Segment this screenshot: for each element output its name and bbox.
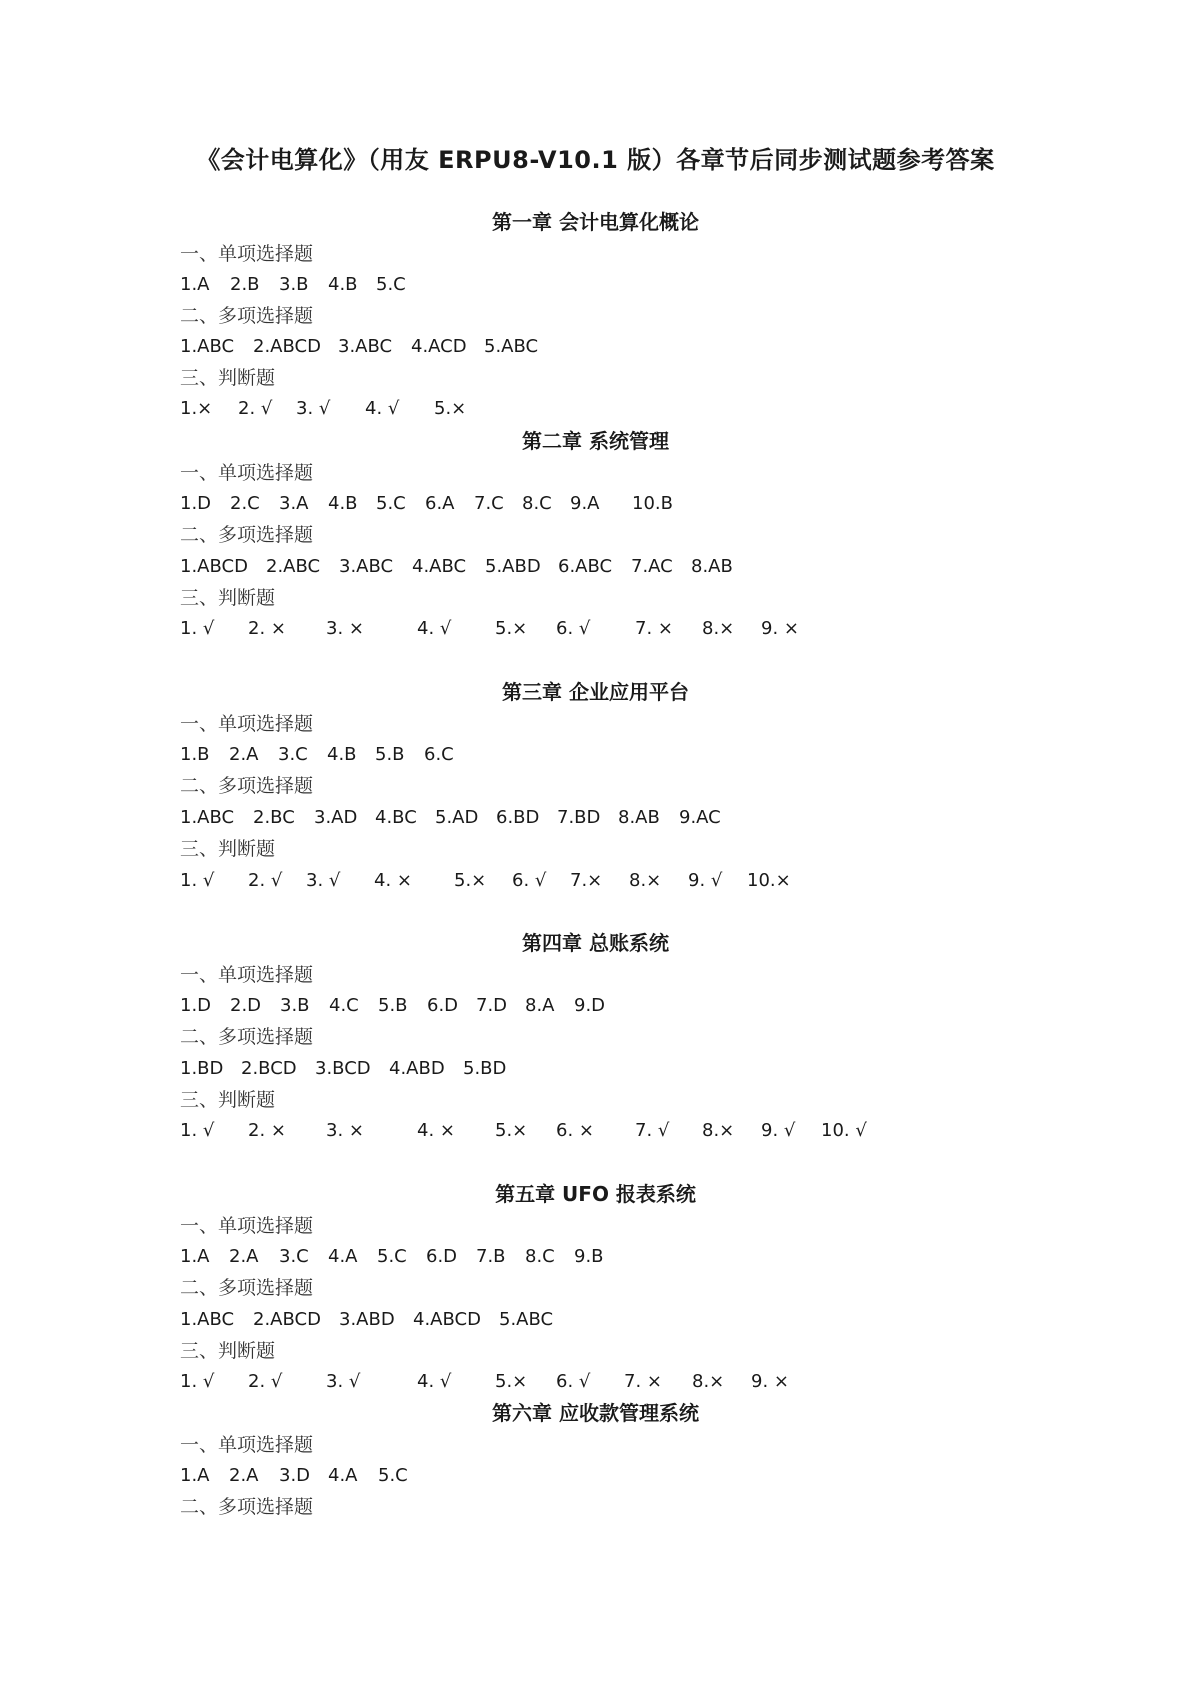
answer-item: 5.B — [378, 995, 408, 1016]
answer-item: 6. √ — [512, 870, 547, 891]
section-label: 三、判断题 — [180, 367, 276, 389]
answer-item: 4.B — [328, 274, 358, 295]
section-label: 一、单项选择题 — [180, 1215, 314, 1237]
answer-item: 4. √ — [417, 1371, 452, 1392]
answer-item: 1. √ — [180, 1371, 215, 1392]
answer-item: 3.ABD — [339, 1309, 395, 1330]
answer-item: 5.× — [495, 618, 528, 639]
answer-item: 4.ABD — [389, 1058, 445, 1079]
answer-item: 3.ABC — [338, 336, 393, 357]
answer-item: 6.ABC — [558, 556, 613, 577]
answer-item: 9.AC — [679, 807, 721, 828]
answer-item: 2.ABC — [266, 556, 321, 577]
answer-item: 6. × — [556, 1120, 594, 1141]
section-label: 二、多项选择题 — [180, 1026, 314, 1048]
answer-item: 2.ABCD — [253, 336, 321, 357]
answer-item: 10.× — [747, 870, 791, 891]
answer-item: 8.AB — [618, 807, 660, 828]
answer-item: 5.B — [375, 744, 405, 765]
section-label: 一、单项选择题 — [180, 1434, 314, 1456]
answer-item: 1.D — [180, 995, 212, 1016]
answer-item: 6.D — [426, 1246, 458, 1267]
answer-item: 8.× — [692, 1371, 725, 1392]
answer-item: 9.A — [570, 493, 600, 514]
answer-item: 3. × — [326, 1120, 364, 1141]
answer-item: 8.C — [525, 1246, 555, 1267]
answer-item: 2. √ — [248, 1371, 283, 1392]
answer-item: 4.BC — [375, 807, 417, 828]
section-label: 一、单项选择题 — [180, 462, 314, 484]
answer-item: 9.B — [574, 1246, 604, 1267]
answer-item: 7. √ — [635, 1120, 670, 1141]
answer-item: 7. × — [635, 618, 673, 639]
answer-item: 3. √ — [306, 870, 341, 891]
answer-item: 8.× — [702, 618, 735, 639]
answer-item: 9. × — [761, 618, 799, 639]
answer-item: 10.B — [632, 493, 673, 514]
answer-item: 2.B — [230, 274, 260, 295]
section-label: 一、单项选择题 — [180, 964, 314, 986]
answer-item: 1.A — [180, 1246, 210, 1267]
chapter-title: 第五章 UFO 报表系统 — [495, 1182, 696, 1206]
answer-item: 3.C — [279, 1246, 309, 1267]
answer-item: 5.C — [376, 493, 406, 514]
chapter-title: 第二章 系统管理 — [522, 429, 669, 453]
section-label: 一、单项选择题 — [180, 243, 314, 265]
answer-item: 1.B — [180, 744, 210, 765]
answer-item: 2.A — [229, 1246, 259, 1267]
answer-item: 2.ABCD — [253, 1309, 321, 1330]
answer-item: 1. √ — [180, 1120, 215, 1141]
answer-item: 5.ABC — [484, 336, 539, 357]
answer-item: 8.C — [522, 493, 552, 514]
answer-item: 1.ABC — [180, 336, 235, 357]
section-label: 三、判断题 — [180, 587, 276, 609]
answer-item: 4. × — [374, 870, 412, 891]
answer-item: 4.B — [327, 744, 357, 765]
answer-item: 9. √ — [761, 1120, 796, 1141]
answer-item: 1.D — [180, 493, 212, 514]
answer-item: 5.ABC — [499, 1309, 554, 1330]
answer-item: 9. √ — [688, 870, 723, 891]
section-label: 二、多项选择题 — [180, 1496, 314, 1518]
section-label: 三、判断题 — [180, 1340, 276, 1362]
answer-item: 3. × — [326, 618, 364, 639]
chapter-title: 第三章 企业应用平台 — [502, 680, 689, 704]
answer-item: 4.C — [329, 995, 359, 1016]
answer-item: 6.C — [424, 744, 454, 765]
answer-item: 4. √ — [417, 618, 452, 639]
answer-item: 3.BCD — [315, 1058, 371, 1079]
answer-item: 2. × — [248, 1120, 286, 1141]
answer-item: 9.D — [574, 995, 606, 1016]
answer-item: 2.A — [229, 1465, 259, 1486]
answer-item: 7.D — [476, 995, 508, 1016]
answer-item: 4. √ — [365, 398, 400, 419]
answer-item: 3.D — [279, 1465, 311, 1486]
answer-item: 9. × — [751, 1371, 789, 1392]
section-label: 二、多项选择题 — [180, 1277, 314, 1299]
answer-item: 1.ABC — [180, 1309, 235, 1330]
chapter-title: 第四章 总账系统 — [522, 931, 669, 955]
answer-item: 5.BD — [463, 1058, 507, 1079]
answer-item: 5.AD — [435, 807, 479, 828]
answer-item: 3.B — [279, 274, 309, 295]
answer-item: 5.C — [377, 1246, 407, 1267]
answer-item: 5.ABD — [485, 556, 541, 577]
answer-item: 6.A — [425, 493, 455, 514]
answer-item: 6.D — [427, 995, 459, 1016]
section-label: 一、单项选择题 — [180, 713, 314, 735]
answer-item: 7. × — [624, 1371, 662, 1392]
answer-item: 4.ACD — [411, 336, 467, 357]
answer-item: 1.A — [180, 1465, 210, 1486]
answer-item: 2.BCD — [241, 1058, 297, 1079]
answer-item: 1.ABC — [180, 807, 235, 828]
answer-item: 7.AC — [631, 556, 673, 577]
answer-item: 2. √ — [248, 870, 283, 891]
answer-item: 7.B — [476, 1246, 506, 1267]
answer-item: 2.D — [230, 995, 262, 1016]
answer-item: 2. √ — [238, 398, 273, 419]
section-label: 二、多项选择题 — [180, 775, 314, 797]
answer-item: 2.A — [229, 744, 259, 765]
section-label: 二、多项选择题 — [180, 305, 314, 327]
answer-item: 3.C — [278, 744, 308, 765]
answer-item: 3.ABC — [339, 556, 394, 577]
answer-item: 2. × — [248, 618, 286, 639]
answer-item: 4.A — [328, 1465, 358, 1486]
answer-item: 1. √ — [180, 870, 215, 891]
answer-item: 8.× — [702, 1120, 735, 1141]
answer-item: 3.AD — [314, 807, 358, 828]
document-title: 《会计电算化》（用友 ERPU8-V10.1 版）各章节后同步测试题参考答案 — [196, 146, 995, 174]
answer-item: 3. √ — [296, 398, 331, 419]
section-label: 三、判断题 — [180, 838, 276, 860]
chapter-title: 第一章 会计电算化概论 — [492, 210, 699, 234]
section-label: 二、多项选择题 — [180, 524, 314, 546]
answer-item: 4.A — [328, 1246, 358, 1267]
answer-item: 4.ABCD — [413, 1309, 481, 1330]
answer-item: 5.× — [454, 870, 487, 891]
answer-item: 1.A — [180, 274, 210, 295]
answer-item: 10. √ — [821, 1120, 867, 1141]
answer-item: 5.× — [495, 1371, 528, 1392]
answer-item: 1. √ — [180, 618, 215, 639]
answer-item: 2.C — [230, 493, 260, 514]
answer-item: 4. × — [417, 1120, 455, 1141]
answer-item: 3.A — [279, 493, 309, 514]
answer-item: 3. √ — [326, 1371, 361, 1392]
answer-item: 5.C — [378, 1465, 408, 1486]
answer-item: 1.ABCD — [180, 556, 248, 577]
answer-item: 4.ABC — [412, 556, 467, 577]
answer-item: 6.BD — [496, 807, 540, 828]
answer-item: 7.C — [474, 493, 504, 514]
answer-item: 5.× — [434, 398, 467, 419]
answer-item: 8.A — [525, 995, 555, 1016]
section-label: 三、判断题 — [180, 1089, 276, 1111]
answer-item: 2.BC — [253, 807, 295, 828]
answer-item: 7.× — [570, 870, 603, 891]
answer-item: 8.AB — [691, 556, 733, 577]
answer-item: 1.× — [180, 398, 213, 419]
answer-item: 6. √ — [556, 618, 591, 639]
answer-item: 5.C — [376, 274, 406, 295]
answer-item: 7.BD — [557, 807, 601, 828]
answer-item: 8.× — [629, 870, 662, 891]
answer-item: 3.B — [280, 995, 310, 1016]
answer-item: 6. √ — [556, 1371, 591, 1392]
answer-item: 1.BD — [180, 1058, 224, 1079]
answer-item: 5.× — [495, 1120, 528, 1141]
chapter-title: 第六章 应收款管理系统 — [492, 1401, 699, 1425]
answer-item: 4.B — [328, 493, 358, 514]
